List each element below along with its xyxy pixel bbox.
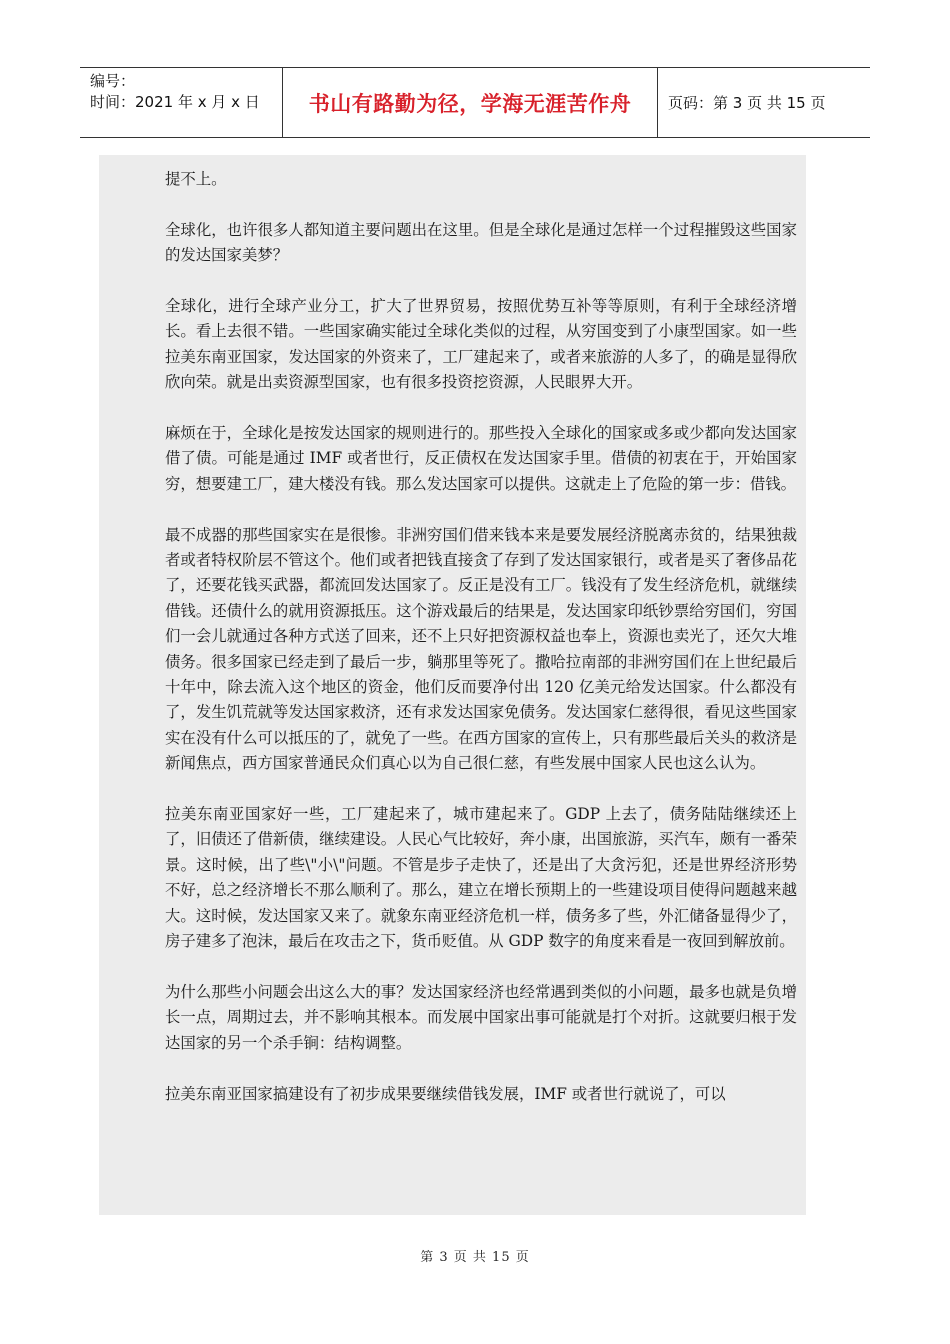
page-footer: 第 3 页 共 15 页 (420, 1250, 530, 1265)
paragraph: 全球化，也许很多人都知道主要问题出在这里。但是全球化是通过怎样一个过程摧毁这些国家的发达国家美梦？ (165, 220, 797, 265)
paragraph: 拉美东南亚国家好一些，工厂建起来了，城市建起来了。GDP 上去了，债务陆陆继续还上了，旧债还了借新债，继续建设。人民心气比较好，奔小康，出国旅游，买汽车，颇有一番荣景。这时候，出了些\"小\"问题。不管是步子走快了，还是出了大贪污犯，还是世界经济形势不好，总之经济增长不那么顺利了。那么，建立在增长预期上的一些建设项目使得问题越来越大。这时候，发达国家又来了。就象东南亚经济危机一样，债务多了些，外汇储备显得少了，房子建多了泡沫，最后在攻击之下，货币贬值。从 GDP 数字的角度来看是一夜回到解放前。 (165, 805, 797, 951)
paragraph: 麻烦在于，全球化是按发达国家的规则进行的。那些投入全球化的国家或多或少都向发达国家借了债。可能是通过 IMF 或者世行，反正债权在发达国家手里。借债的初衷在于，开始国家穷，想要建工厂，建大楼没有钱。那么发达国家可以提供。这就走上了危险的第一步：借钱。 (165, 424, 797, 493)
paragraph: 拉美东南亚国家搞建设有了初步成果要继续借钱发展，IMF 或者世行就说了，可以 (165, 1084, 726, 1103)
paragraph: 提不上。 (165, 170, 227, 188)
document-header (80, 67, 870, 138)
body-text (165, 167, 797, 1132)
header-meta (80, 68, 282, 137)
content-panel (99, 155, 806, 1215)
paragraph: 为什么那些小问题会出这么大的事？发达国家经济也经常遇到类似的小问题，最多也就是负增长一点，周期过去，并不影响其根本。而发展中国家出事可能就是打个对折。这就要归根于发达国家的另一个杀手锏：结构调整。 (165, 982, 797, 1052)
paragraph: 最不成器的那些国家实在是很惨。非洲穷国们借来钱本来是要发展经济脱离赤贫的，结果独裁者或者特权阶层不管这个。他们或者把钱直接贪了存到了发达国家银行，或者是买了奢侈品花了，还要花钱买武器，都流回发达国家了。反正是没有工厂。钱没有了发生经济危机，就继续借钱。还债什么的就用资源抵压。这个游戏最后的结果是，发达国家印纸钞票给穷国们，穷国们一会儿就通过各种方式送了回来，还不上只好把资源权益也奉上，资源也卖光了，还欠大堆债务。很多国家已经走到了最后一步，躺那里等死了。撒哈拉南部的非洲穷国们在上世纪最后十年中，除去流入这个地区的资金，他们反而要净付出 120 亿美元给发达国家。什么都没有了，发生饥荒就等发达国家救济，还有求发达国家免债务。发达国家仁慈得很，看见这些国家实在没有什么可以抵压的了，就免了一些。在西方国家的宣传上，只有那些最后关头的救济是新闻焦点，西方国家普通民众们真心以为自己很仁慈，有些发展中国家人民也这么认为。 (165, 525, 797, 773)
motto: 书山有路勤为径，学海无涯苦作舟 (308, 91, 632, 116)
number-label: 编号： (90, 72, 136, 90)
header-motto-cell (282, 68, 658, 137)
paragraph: 全球化，进行全球产业分工，扩大了世界贸易，按照优势互补等等原则，有利于全球经济增长。看上去很不错。一些国家确实能过全球化类似的过程，从穷国变到了小康型国家。如一些拉美东南亚国家，发达国家的外资来了，工厂建起来了，或者来旅游的人多了，的确是显得欣欣向荣。就是出卖资源型国家，也有很多投资挖资源，人民眼界大开。 (165, 297, 797, 392)
header-page-cell (658, 68, 870, 137)
time-label: 时间：2021 年 x 月 x 日 (90, 93, 260, 111)
page-label: 页码：第 3 页 共 15 页 (668, 94, 826, 112)
